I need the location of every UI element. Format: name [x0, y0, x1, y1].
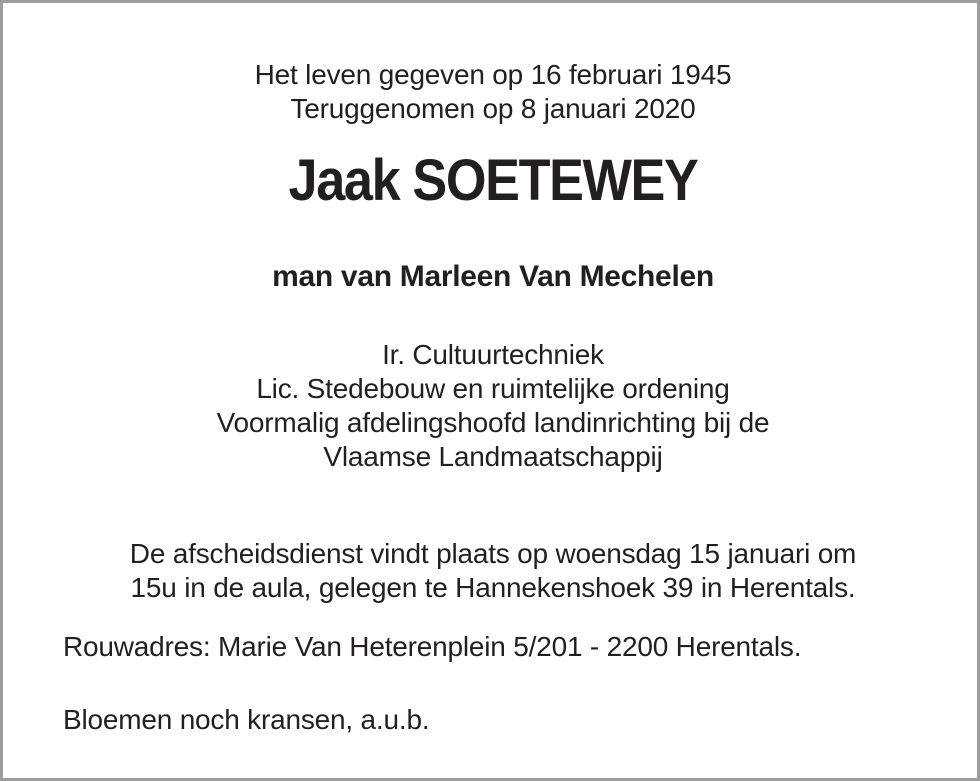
title-line-3: Voormalig afdelingshoofd landinrichting bij de: [216, 407, 770, 438]
condolence-address: Rouwadres: Marie Van Heterenplein 5/201 - 2200 Herentals.: [63, 631, 802, 662]
flowers-request: Bloemen noch kransen, a.u.b.: [63, 704, 430, 735]
title-line-2: Lic. Stedebouw en ruimtelijke ordening: [256, 373, 730, 404]
spouse-line: man van Marleen Van Mechelen: [272, 260, 714, 293]
birth-date-line: Het leven gegeven op 16 februari 1945: [254, 59, 732, 90]
deceased-name: Jaak SOETEWEY: [288, 148, 698, 213]
title-line-1: Ir. Cultuurtechniek: [382, 339, 604, 370]
ceremony-line-1: De afscheidsdienst vindt plaats op woensdag 15 januari om: [129, 538, 857, 569]
title-line-4: Vlaamse Landmaatschappij: [323, 441, 663, 472]
ceremony-line-2: 15u in de aula, gelegen te Hannekenshoek 39 in Herentals.: [130, 572, 856, 603]
death-date-line: Teruggenomen op 8 januari 2020: [290, 93, 696, 124]
